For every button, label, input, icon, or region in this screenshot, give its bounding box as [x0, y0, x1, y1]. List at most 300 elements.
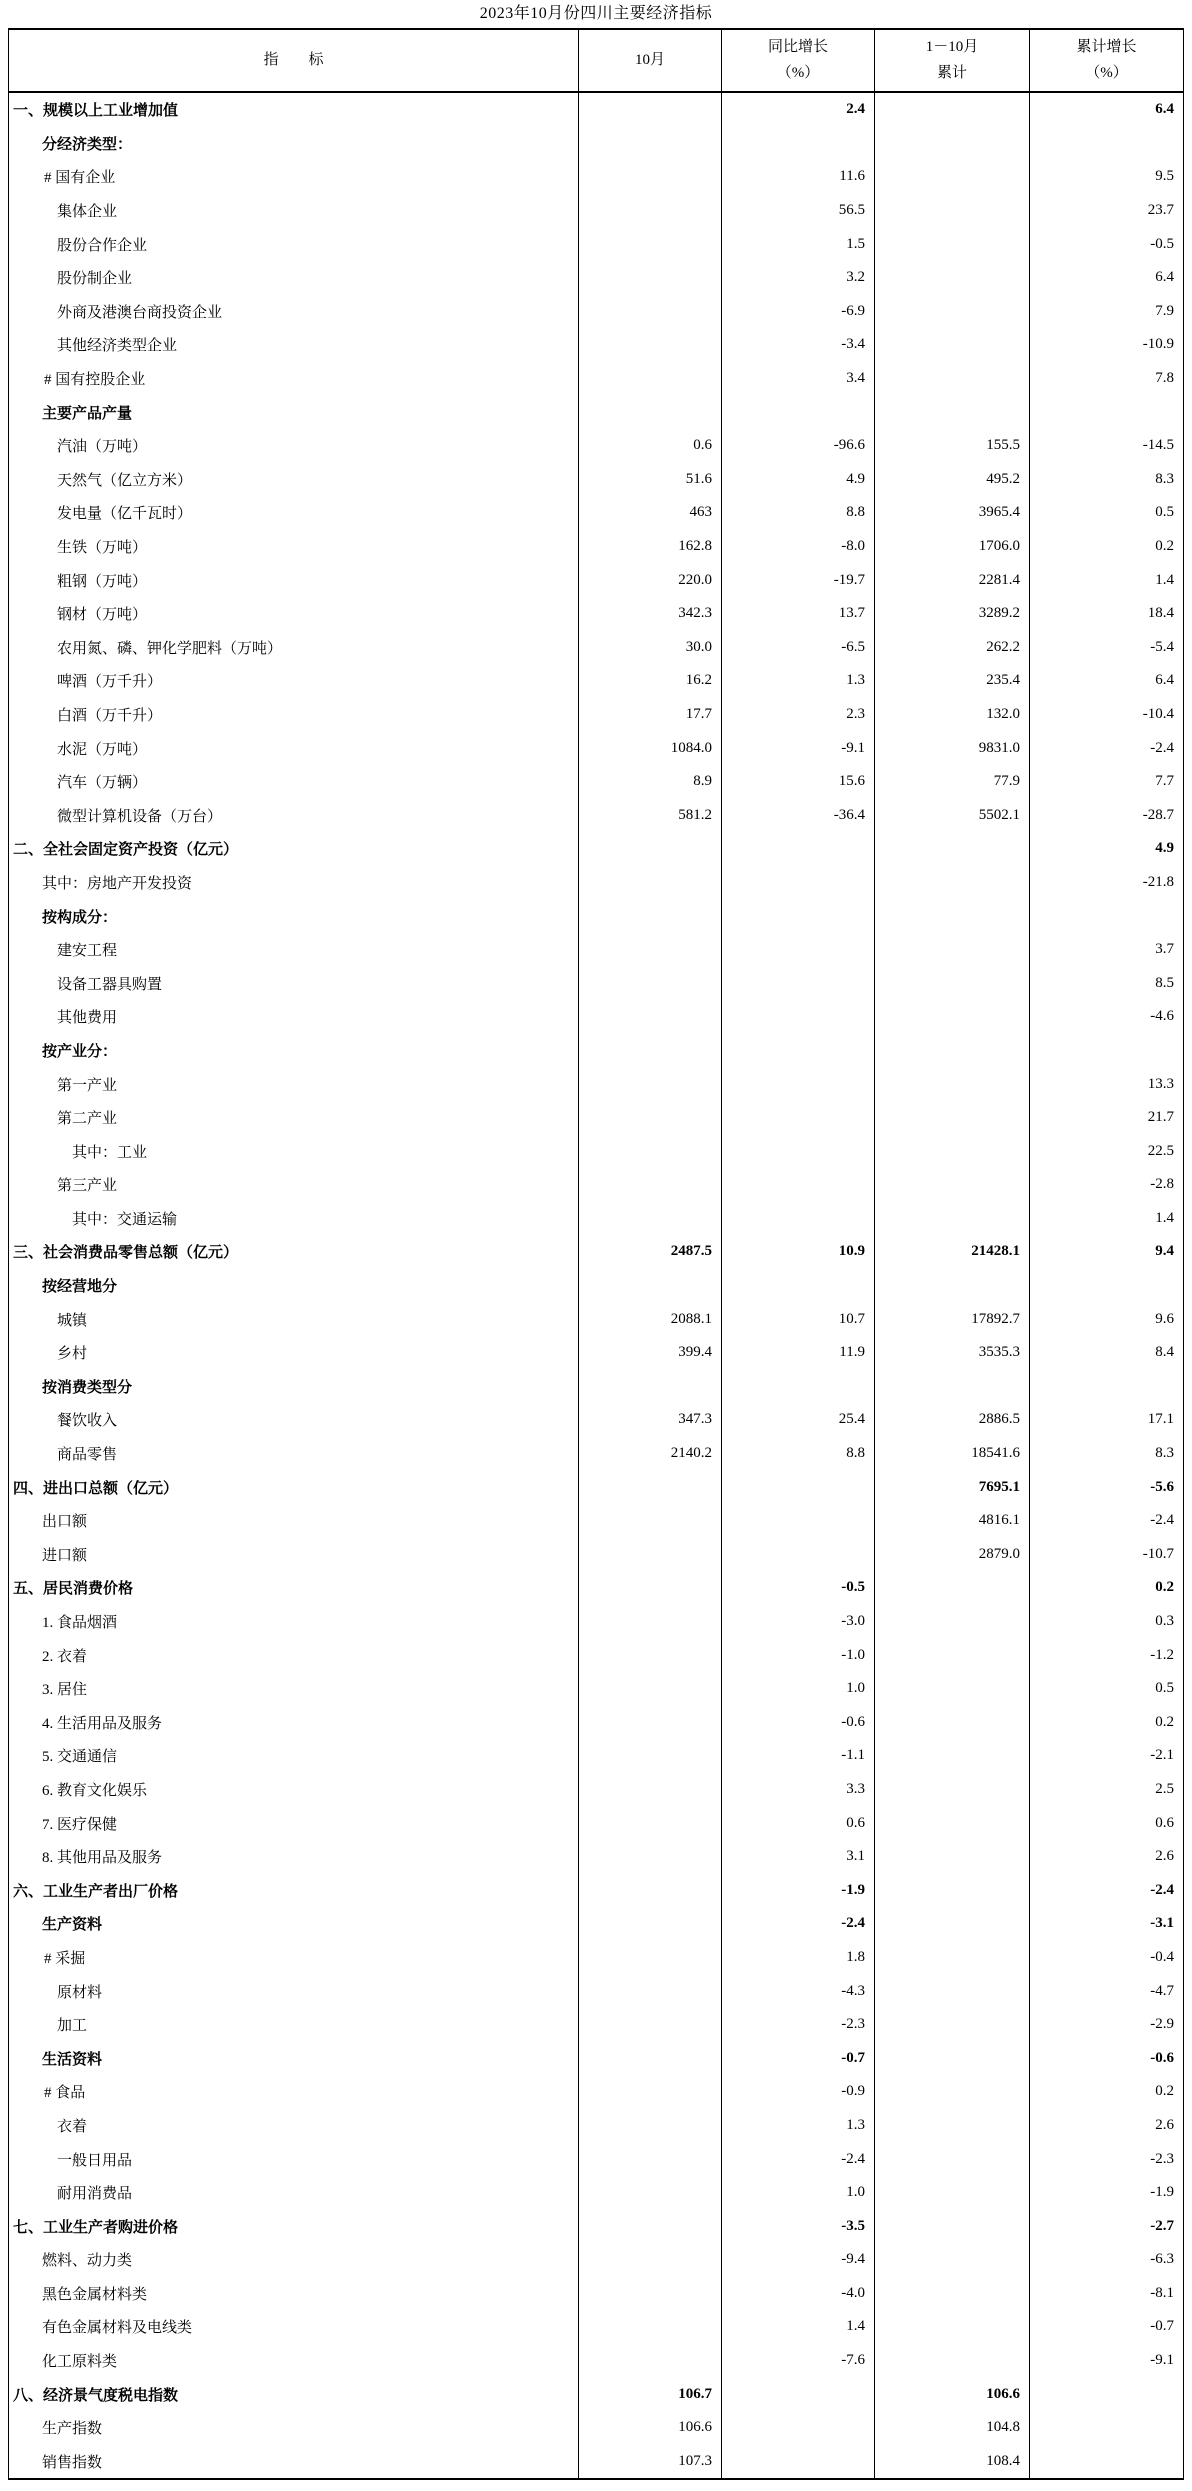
row-value: 1.5: [722, 227, 875, 261]
row-value: -10.9: [1142, 336, 1174, 353]
row-value: 8.3: [1155, 470, 1174, 487]
table-row: [9, 530, 1183, 564]
row-value: -9.1: [1150, 2352, 1174, 2369]
table-row: [9, 194, 1183, 228]
row-value: 2.3: [722, 698, 875, 732]
row-value: [579, 1571, 722, 1605]
row-indicator-label: 化工原料类: [9, 2344, 579, 2378]
row-value: -2.1: [1150, 1747, 1174, 1764]
row-value: [875, 2277, 1030, 2311]
row-value: 13.7: [722, 597, 875, 631]
row-value: [579, 1873, 722, 1907]
row-indicator-label: 粗钢（万吨）: [9, 563, 579, 597]
row-value: [579, 933, 722, 967]
row-indicator-label: 五、居民消费价格: [9, 1571, 579, 1605]
row-value: [579, 1101, 722, 1135]
row-value: [579, 2109, 722, 2143]
row-indicator-label: 生活资料: [9, 2041, 579, 2075]
row-value: 262.2: [875, 631, 1030, 665]
row-value: [875, 328, 1030, 362]
row-value: [579, 1806, 722, 1840]
table-row: [9, 731, 1183, 765]
row-value: 2879.0: [875, 1538, 1030, 1572]
row-value: [722, 1067, 875, 1101]
row-value: 1.4: [1155, 571, 1174, 588]
table-row: [9, 2041, 1183, 2075]
row-value: [722, 1134, 875, 1168]
row-value: 463: [579, 496, 722, 530]
row-indicator-label: 钢材（万吨）: [9, 597, 579, 631]
row-value: 13.3: [1147, 1075, 1174, 1092]
row-indicator-label: 八、经济景气度税电指数: [9, 2377, 579, 2411]
table-row: [9, 1672, 1183, 1706]
row-value: 10.7: [722, 1302, 875, 1336]
row-value: [875, 1672, 1030, 1706]
row-indicator-label: 8. 其他用品及服务: [9, 1840, 579, 1874]
row-value: -1.2: [1150, 1646, 1174, 1663]
row-indicator-label: # 食品: [9, 2075, 579, 2109]
row-value: 107.3: [579, 2445, 722, 2479]
row-indicator-label: 汽车（万辆）: [9, 765, 579, 799]
row-value: 9.6: [1155, 1310, 1174, 1327]
table-row: [9, 1403, 1183, 1437]
row-value: -10.7: [1142, 1545, 1174, 1562]
table-row: [9, 2008, 1183, 2042]
row-value: -3.5: [722, 2209, 875, 2243]
row-value: [875, 395, 1030, 429]
row-value: 51.6: [579, 463, 722, 497]
row-value: [722, 2445, 875, 2479]
row-value: -0.7: [1150, 2318, 1174, 2335]
row-value: [1030, 1370, 1183, 1404]
row-value: [579, 1269, 722, 1303]
row-value: [579, 127, 722, 161]
row-value: -19.7: [722, 563, 875, 597]
row-indicator-label: 六、工业生产者出厂价格: [9, 1873, 579, 1907]
row-value: -4.7: [1150, 1982, 1174, 1999]
row-value: 9.4: [1155, 1243, 1174, 1260]
row-value: [579, 832, 722, 866]
row-value: [722, 966, 875, 1000]
table-row: [9, 1806, 1183, 1840]
row-value: [1030, 2377, 1183, 2411]
row-value: [579, 1941, 722, 1975]
table-row: [9, 1773, 1183, 1807]
row-value: [722, 1269, 875, 1303]
row-value: 11.6: [722, 160, 875, 194]
row-value: 132.0: [875, 698, 1030, 732]
row-value: [875, 1034, 1030, 1068]
row-value: 8.8: [722, 1437, 875, 1471]
row-value: 2487.5: [579, 1235, 722, 1269]
row-value: -0.5: [1150, 235, 1174, 252]
row-value: 106.6: [875, 2377, 1030, 2411]
row-value: [875, 1941, 1030, 1975]
header-indicator: [9, 30, 579, 91]
row-value: [1030, 899, 1183, 933]
row-value: [579, 1739, 722, 1773]
row-value: 10.9: [722, 1235, 875, 1269]
row-indicator-label: 其中：工业: [9, 1134, 579, 1168]
row-value: 5502.1: [875, 798, 1030, 832]
row-value: -5.4: [1150, 638, 1174, 655]
row-value: 3289.2: [875, 597, 1030, 631]
row-value: 162.8: [579, 530, 722, 564]
row-value: [875, 2008, 1030, 2042]
row-value: 4816.1: [875, 1504, 1030, 1538]
row-value: [579, 2142, 722, 2176]
row-value: [875, 2209, 1030, 2243]
row-value: 220.0: [579, 563, 722, 597]
table-row: [9, 1538, 1183, 1572]
table-row: [9, 328, 1183, 362]
row-value: 155.5: [875, 429, 1030, 463]
row-value: [579, 194, 722, 228]
row-value: 1084.0: [579, 731, 722, 765]
row-value: [722, 899, 875, 933]
row-value: [722, 1034, 875, 1068]
table-row: [9, 1840, 1183, 1874]
row-value: -1.0: [722, 1638, 875, 1672]
row-value: [875, 1101, 1030, 1135]
row-indicator-label: 燃料、动力类: [9, 2243, 579, 2277]
row-value: [579, 2243, 722, 2277]
row-value: [875, 1202, 1030, 1236]
row-value: [579, 1067, 722, 1101]
row-value: 17892.7: [875, 1302, 1030, 1336]
row-value: [1030, 2411, 1183, 2445]
row-value: 1706.0: [875, 530, 1030, 564]
row-value: [722, 1101, 875, 1135]
row-value: 6.4: [1155, 269, 1174, 286]
row-value: -3.4: [722, 328, 875, 362]
row-value: [579, 899, 722, 933]
row-indicator-label: 其他经济类型企业: [9, 328, 579, 362]
row-value: 2.6: [1155, 1848, 1174, 1865]
row-indicator-label: 衣着: [9, 2109, 579, 2143]
row-value: 347.3: [579, 1403, 722, 1437]
row-indicator-label: 3. 居住: [9, 1672, 579, 1706]
row-value: [579, 1504, 722, 1538]
row-value: [875, 93, 1030, 127]
row-value: -36.4: [722, 798, 875, 832]
row-value: [1030, 395, 1183, 429]
row-value: [722, 1470, 875, 1504]
row-value: 6.4: [1155, 672, 1174, 689]
row-value: 0.2: [1155, 1713, 1174, 1730]
table-row: [9, 1336, 1183, 1370]
row-value: -6.5: [722, 631, 875, 665]
row-value: 1.3: [722, 664, 875, 698]
row-value: [722, 1370, 875, 1404]
table-row: [9, 765, 1183, 799]
table-row: [9, 866, 1183, 900]
row-value: [579, 93, 722, 127]
table-row: [9, 160, 1183, 194]
row-value: 106.7: [579, 2377, 722, 2411]
row-value: 2140.2: [579, 1437, 722, 1471]
row-value: 8.8: [722, 496, 875, 530]
row-value: 2.5: [1155, 1780, 1174, 1797]
row-value: 3535.3: [875, 1336, 1030, 1370]
row-indicator-label: 1. 食品烟酒: [9, 1605, 579, 1639]
table-row: [9, 1571, 1183, 1605]
table-row: [9, 463, 1183, 497]
row-value: [875, 1370, 1030, 1404]
row-value: -2.7: [1150, 2217, 1174, 2234]
row-value: [1030, 1034, 1183, 1068]
header-jan-oct-cumulative: [875, 30, 1030, 91]
table-row: [9, 966, 1183, 1000]
row-value: 3965.4: [875, 496, 1030, 530]
row-indicator-label: 啤酒（万千升）: [9, 664, 579, 698]
table-row: [9, 127, 1183, 161]
row-indicator-label: # 采掘: [9, 1941, 579, 1975]
row-indicator-label: 股份合作企业: [9, 227, 579, 261]
row-value: 8.3: [1155, 1445, 1174, 1462]
row-value: 1.3: [722, 2109, 875, 2143]
row-indicator-label: 黑色金属材料类: [9, 2277, 579, 2311]
row-value: [579, 295, 722, 329]
row-value: [875, 1907, 1030, 1941]
row-value: 0.2: [1155, 1579, 1174, 1596]
row-value: [875, 261, 1030, 295]
row-value: [875, 1605, 1030, 1639]
row-indicator-label: 外商及港澳台商投资企业: [9, 295, 579, 329]
row-value: 30.0: [579, 631, 722, 665]
row-indicator-label: 进口额: [9, 1538, 579, 1572]
row-value: 0.5: [1155, 504, 1174, 521]
table-row: [9, 2075, 1183, 2109]
table-row: [9, 2310, 1183, 2344]
row-value: -0.6: [1150, 2049, 1174, 2066]
table-row: [9, 698, 1183, 732]
row-indicator-label: 按消费类型分: [9, 1370, 579, 1404]
row-value: -5.6: [1150, 1478, 1174, 1495]
row-indicator-label: 其中：房地产开发投资: [9, 866, 579, 900]
row-indicator-label: 4. 生活用品及服务: [9, 1706, 579, 1740]
row-value: 1.0: [722, 1672, 875, 1706]
row-value: [722, 866, 875, 900]
row-value: [875, 2075, 1030, 2109]
row-indicator-label: 餐饮收入: [9, 1403, 579, 1437]
row-value: [579, 1134, 722, 1168]
row-indicator-label: # 国有控股企业: [9, 362, 579, 396]
row-value: -8.0: [722, 530, 875, 564]
row-value: [722, 1202, 875, 1236]
row-value: 56.5: [722, 194, 875, 228]
page-title: 2023年10月份四川主要经济指标: [479, 5, 713, 22]
row-value: 7.7: [1155, 773, 1174, 790]
header-label: 10月: [634, 52, 665, 68]
row-value: -14.5: [1142, 437, 1174, 454]
table-row: [9, 2344, 1183, 2378]
row-indicator-label: 销售指数: [9, 2445, 579, 2479]
row-value: -6.9: [722, 295, 875, 329]
row-indicator-label: 按产业分：: [9, 1034, 579, 1068]
row-value: 3.4: [722, 362, 875, 396]
row-indicator-label: 一、规模以上工业增加值: [9, 93, 579, 127]
row-value: -2.3: [722, 2008, 875, 2042]
row-value: 25.4: [722, 1403, 875, 1437]
row-value: [579, 966, 722, 1000]
row-value: 0.2: [1155, 2083, 1174, 2100]
row-value: 8.9: [579, 765, 722, 799]
row-indicator-label: 按构成分：: [9, 899, 579, 933]
row-indicator-label: 其中：交通运输: [9, 1202, 579, 1236]
row-value: [875, 866, 1030, 900]
row-value: [875, 899, 1030, 933]
table-row: [9, 1907, 1183, 1941]
row-value: 0.6: [579, 429, 722, 463]
row-value: 581.2: [579, 798, 722, 832]
row-indicator-label: 七、工业生产者购进价格: [9, 2209, 579, 2243]
row-value: 9831.0: [875, 731, 1030, 765]
row-value: -0.9: [722, 2075, 875, 2109]
table-row: [9, 2209, 1183, 2243]
row-value: [875, 1974, 1030, 2008]
row-value: -2.4: [722, 2142, 875, 2176]
row-value: [875, 966, 1030, 1000]
table-row: [9, 1739, 1183, 1773]
row-value: -6.3: [1150, 2251, 1174, 2268]
row-value: 6.4: [1155, 101, 1174, 118]
table-row: [9, 1101, 1183, 1135]
row-value: 23.7: [1147, 202, 1174, 219]
table-row: [9, 2411, 1183, 2445]
row-indicator-label: 加工: [9, 2008, 579, 2042]
row-indicator-label: 四、进出口总额（亿元）: [9, 1470, 579, 1504]
row-value: -4.3: [722, 1974, 875, 2008]
table-row: [9, 1000, 1183, 1034]
row-value: [579, 1840, 722, 1874]
row-indicator-label: 原材料: [9, 1974, 579, 2008]
row-value: -2.8: [1150, 1176, 1174, 1193]
row-value: -96.6: [722, 429, 875, 463]
row-indicator-label: 发电量（亿千瓦时）: [9, 496, 579, 530]
row-value: -3.1: [1150, 1915, 1174, 1932]
header-label-line2: （%）: [776, 65, 820, 81]
row-value: [875, 127, 1030, 161]
table-row: [9, 395, 1183, 429]
row-indicator-label: 微型计算机设备（万台）: [9, 798, 579, 832]
row-value: 2088.1: [579, 1302, 722, 1336]
row-value: [875, 1873, 1030, 1907]
table-row: [9, 1437, 1183, 1471]
row-value: [579, 1706, 722, 1740]
row-value: [579, 2209, 722, 2243]
row-value: -0.7: [722, 2041, 875, 2075]
row-value: 0.6: [722, 1806, 875, 1840]
header-cumulative-growth: [1030, 30, 1183, 91]
row-value: 108.4: [875, 2445, 1030, 2479]
row-value: 1.8: [722, 1941, 875, 1975]
row-value: [579, 2176, 722, 2210]
row-value: -2.4: [1150, 739, 1174, 756]
row-indicator-label: 耐用消费品: [9, 2176, 579, 2210]
table-row: [9, 563, 1183, 597]
table-row: [9, 2277, 1183, 2311]
row-value: -21.8: [1142, 873, 1174, 890]
row-value: 7695.1: [875, 1470, 1030, 1504]
row-value: [579, 1974, 722, 2008]
row-indicator-label: 水泥（万吨）: [9, 731, 579, 765]
row-value: [875, 227, 1030, 261]
table-row: [9, 1134, 1183, 1168]
row-value: [579, 2310, 722, 2344]
row-value: [579, 2277, 722, 2311]
row-value: 8.4: [1155, 1344, 1174, 1361]
row-value: 7.9: [1155, 302, 1174, 319]
table-row: [9, 899, 1183, 933]
row-indicator-label: 第二产业: [9, 1101, 579, 1135]
row-value: [875, 1706, 1030, 1740]
table-row: [9, 664, 1183, 698]
row-value: [1030, 1269, 1183, 1303]
row-value: -4.0: [722, 2277, 875, 2311]
row-value: [579, 1000, 722, 1034]
row-value: [722, 1538, 875, 1572]
row-value: 0.2: [1155, 538, 1174, 555]
row-value: -2.4: [1150, 1881, 1174, 1898]
row-value: 0.3: [1155, 1613, 1174, 1630]
row-value: 342.3: [579, 597, 722, 631]
row-value: [579, 2041, 722, 2075]
table-row: [9, 1302, 1183, 1336]
row-indicator-label: 出口额: [9, 1504, 579, 1538]
table-row: [9, 1941, 1183, 1975]
row-value: -9.4: [722, 2243, 875, 2277]
row-indicator-label: 汽油（万吨）: [9, 429, 579, 463]
table-row: [9, 631, 1183, 665]
row-indicator-label: 主要产品产量: [9, 395, 579, 429]
row-value: [875, 1168, 1030, 1202]
row-value: [875, 2243, 1030, 2277]
row-value: 1.4: [1155, 1209, 1174, 1226]
row-value: -8.1: [1150, 2284, 1174, 2301]
row-value: 0.6: [1155, 1814, 1174, 1831]
table-row: [9, 429, 1183, 463]
row-value: -0.4: [1150, 1948, 1174, 1965]
row-value: [875, 1269, 1030, 1303]
row-indicator-label: 天然气（亿立方米）: [9, 463, 579, 497]
row-indicator-label: 第三产业: [9, 1168, 579, 1202]
row-value: [722, 933, 875, 967]
row-value: [875, 1638, 1030, 1672]
table-row: [9, 496, 1183, 530]
row-value: [722, 2377, 875, 2411]
row-indicator-label: 2. 衣着: [9, 1638, 579, 1672]
row-indicator-label: 白酒（万千升）: [9, 698, 579, 732]
row-value: [722, 1504, 875, 1538]
row-indicator-label: 有色金属材料及电线类: [9, 2310, 579, 2344]
row-value: -10.4: [1142, 705, 1174, 722]
row-value: -9.1: [722, 731, 875, 765]
row-value: [579, 866, 722, 900]
row-value: [579, 261, 722, 295]
row-value: [579, 1470, 722, 1504]
row-value: -1.1: [722, 1739, 875, 1773]
row-value: -1.9: [1150, 2184, 1174, 2201]
table-row: [9, 1873, 1183, 1907]
row-value: [579, 1538, 722, 1572]
row-indicator-label: 商品零售: [9, 1437, 579, 1471]
row-value: 3.2: [722, 261, 875, 295]
row-value: -2.9: [1150, 2016, 1174, 2033]
table-row: [9, 1974, 1183, 2008]
row-indicator-label: 分经济类型：: [9, 127, 579, 161]
header-label: 指 标: [263, 52, 324, 68]
